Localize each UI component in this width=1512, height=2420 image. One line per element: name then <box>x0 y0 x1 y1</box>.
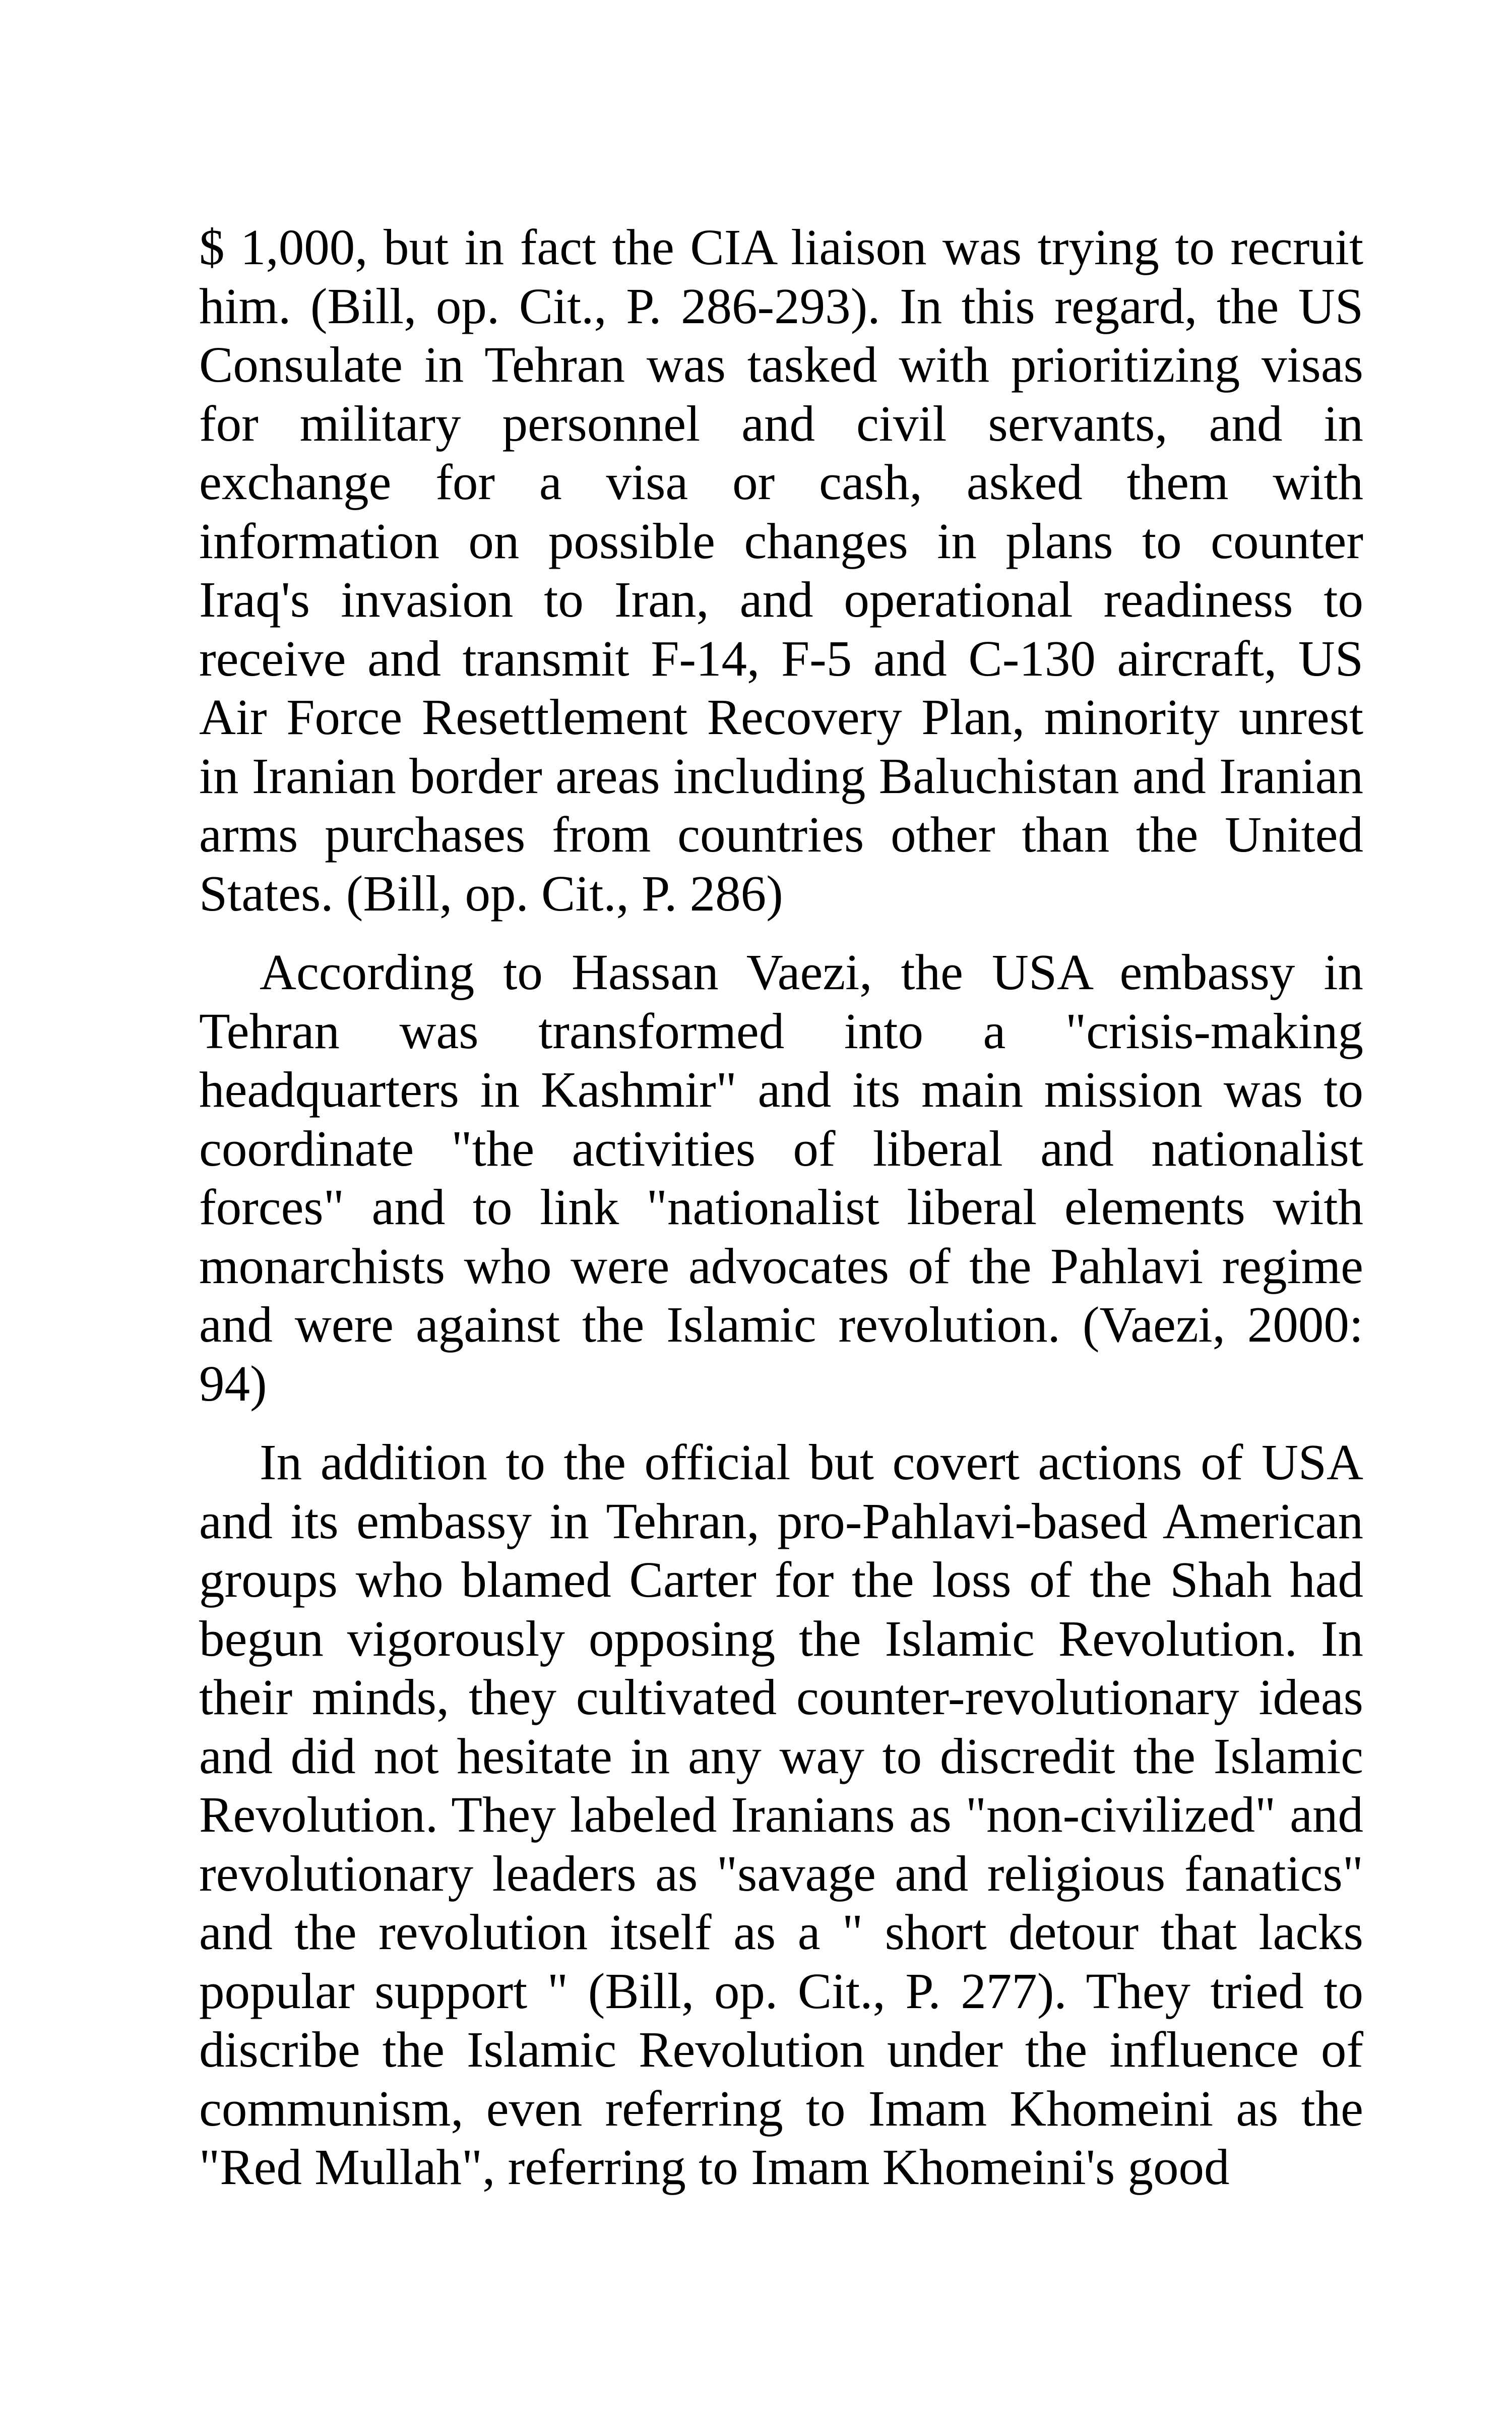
paragraph-1: $ 1,000, but in fact the CIA liaison was trying to recruit him. (Bill, op. Cit., P. 286-293). In this regard, the US Consulate in Tehran was tasked with prioritizing visas for military personnel and civil servants, and in exchange for a visa or cash, asked them with information on possible changes in plans to counter Iraq's invasion to Iran, and operational readiness to receive and transmit F-14, F-5 and C-130 aircraft, US Air Force Resettlement Recovery Plan, minority unrest in Iranian border areas including Baluchistan and Iranian arms purchases from countries other than the United States. (Bill, op. Cit., P. 286) <box>199 219 1363 922</box>
paragraph-2: According to Hassan Vaezi, the USA embassy in Tehran was transformed into a "crisis-making headquarters in Kashmir" and its main mission was to coordinate "the activities of liberal and nationalist forces" and to link "nationalist liberal elements with monarchists who were advocates of the Pahlavi regime and were against the Islamic revolution. (Vaezi, 2000: 94) <box>199 944 1363 1412</box>
body-text <box>199 218 1363 2197</box>
paragraph-3: In addition to the official but covert actions of USA and its embassy in Tehran, pro-Pahlavi-based American groups who blamed Carter for the loss of the Shah had begun vigorously opposing the Islamic Revolution. In their minds, they cultivated counter-revolutionary ideas and did not hesitate in any way to discredit the Islamic Revolution. They labeled Iranians as "non-civilized" and revolutionary leaders as "savage and religious fanatics" and the revolution itself as a " short detour that lacks popular support " (Bill, op. Cit., P. 277). They tried to discribe the Islamic Revolution under the influence of communism, even referring to Imam Khomeini as the "Red Mullah", referring to Imam Khomeini's good <box>199 1434 1363 2195</box>
